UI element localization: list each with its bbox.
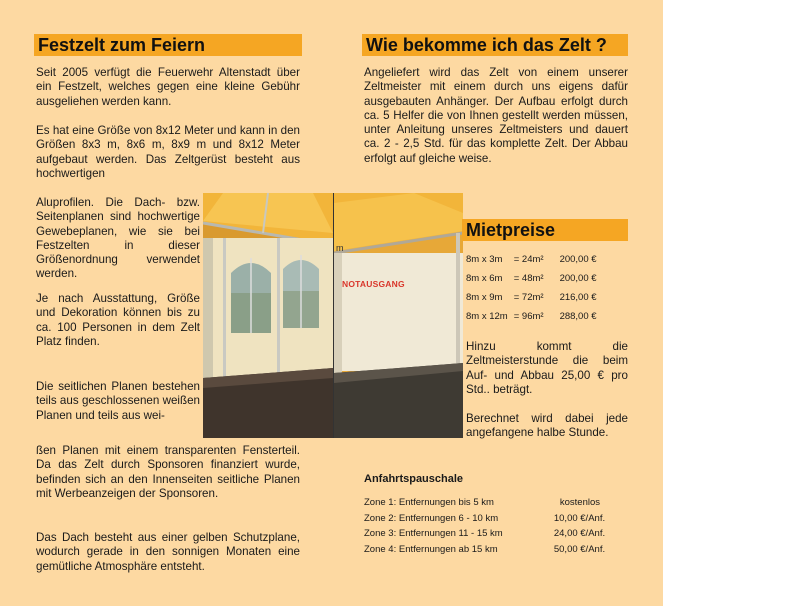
zone-label: Zone 1: Entfernungen bis 5 km xyxy=(364,497,494,509)
zone-price: kostenlos xyxy=(559,497,600,509)
zone-price: 50,00 €/Anf. xyxy=(553,543,606,555)
capacity-paragraph: Je nach Ausstattung, Größe und Dekoration können bis zu ca. 100 Personen in dem Zelt Platz finden. xyxy=(36,292,200,348)
zone-label: Zone 4: Entfernungen ab 15 km xyxy=(364,543,498,555)
zones-table xyxy=(364,495,624,557)
left-heading: Festzelt zum Feiern xyxy=(34,34,302,56)
rate-area: = 24m² xyxy=(513,254,544,265)
zones-heading: Anfahrtspauschale xyxy=(364,473,464,485)
rate-size: 8m x 6m xyxy=(466,273,503,284)
table-row xyxy=(364,526,624,542)
extra-hour-paragraph: Hinzu kommt die Zeltmeisterstunde die beim Auf- und Abbau 25,00 € pro Std.. beträgt. xyxy=(466,340,628,396)
material-paragraph: Aluprofilen. Die Dach- bzw. Seitenplanen sind hochwertige Gewebeplanen, wie sie bei Festzelten in dieser Größenordnung verwendet werden. xyxy=(36,196,200,281)
zone-price: 10,00 €/Anf. xyxy=(553,512,606,524)
sides-paragraph-a: Die seitlichen Planen bestehen teils aus geschlossenen weißen Planen und teils aus wei- xyxy=(36,380,200,422)
rate-price: 288,00 € xyxy=(559,311,597,322)
table-row xyxy=(364,511,624,527)
size-paragraph: Es hat eine Größe von 8x12 Meter und kann in den Größen 8x3 m, 8x6 m, 8x9 m und 8x12 Meter aufgebaut werden. Das Zeltgerüst besteht aus hochwertigen xyxy=(36,124,300,180)
rate-size: 8m x 12m xyxy=(466,311,508,322)
rate-price: 200,00 € xyxy=(559,254,597,265)
right-heading: Wie bekomme ich das Zelt ? xyxy=(362,34,628,56)
tent-exit-illustration xyxy=(334,193,463,438)
rates-heading: Mietpreise xyxy=(462,219,628,241)
rate-area: = 96m² xyxy=(513,311,544,322)
sides-paragraph-b: ßen Planen mit einem transparenten Fensterteil. Da das Zelt durch Sponsoren finanziert wurde, befinden sich an den Innenseiten seitliche Planen mit Werbeanzeigen der Sponsoren. xyxy=(36,444,300,500)
table-row xyxy=(466,288,603,307)
emergency-exit-sign: NOTAUSGANG xyxy=(342,279,405,289)
zone-label: Zone 2: Entfernungen 6 - 10 km xyxy=(364,512,499,524)
zone-label: Zone 3: Entfernungen 11 - 15 km xyxy=(364,528,503,540)
delivery-paragraph: Angeliefert wird das Zelt von einem unserer Zeltmeister mit einem durch uns eigens dafür ausgebauten Anhänger. Der Aufbau erfolgt durch ca. 5 Helfer die von Ihnen gestellt werden müssen, unter Anleitung unseres Zeltmeisters und dauert ca. 2 - 2,5 Std. für das komplette Zelt. Der Abbau erfolgt auf gleiche weise. xyxy=(364,66,628,165)
rate-area: = 48m² xyxy=(513,273,544,284)
table-row xyxy=(364,495,624,511)
photo-edge-letter: m xyxy=(336,243,344,253)
half-hour-paragraph: Berechnet wird dabei jede angefangene halbe Stunde. xyxy=(466,412,628,440)
rates-table xyxy=(466,250,603,326)
rate-price: 216,00 € xyxy=(559,292,597,303)
roof-paragraph: Das Dach besteht aus einer gelben Schutzplane, wodurch gerade in den sonnigen Monaten eine gemütliche Atmosphäre entsteht. xyxy=(36,531,300,573)
intro-paragraph: Seit 2005 verfügt die Feuerwehr Altenstadt über ein Festzelt, welches gegen eine kleine Gebühr ausgeliehen werden kann. xyxy=(36,66,300,108)
tent-window-photo xyxy=(203,193,333,438)
table-row xyxy=(364,542,624,558)
table-row xyxy=(466,269,603,288)
tent-exit-photo xyxy=(333,193,463,438)
table-row xyxy=(466,307,603,326)
table-row xyxy=(466,250,603,269)
rate-area: = 72m² xyxy=(513,292,544,303)
tent-window-illustration xyxy=(203,193,333,438)
rate-price: 200,00 € xyxy=(559,273,597,284)
rate-size: 8m x 3m xyxy=(466,254,503,265)
zone-price: 24,00 €/Anf. xyxy=(553,528,606,540)
rate-size: 8m x 9m xyxy=(466,292,503,303)
